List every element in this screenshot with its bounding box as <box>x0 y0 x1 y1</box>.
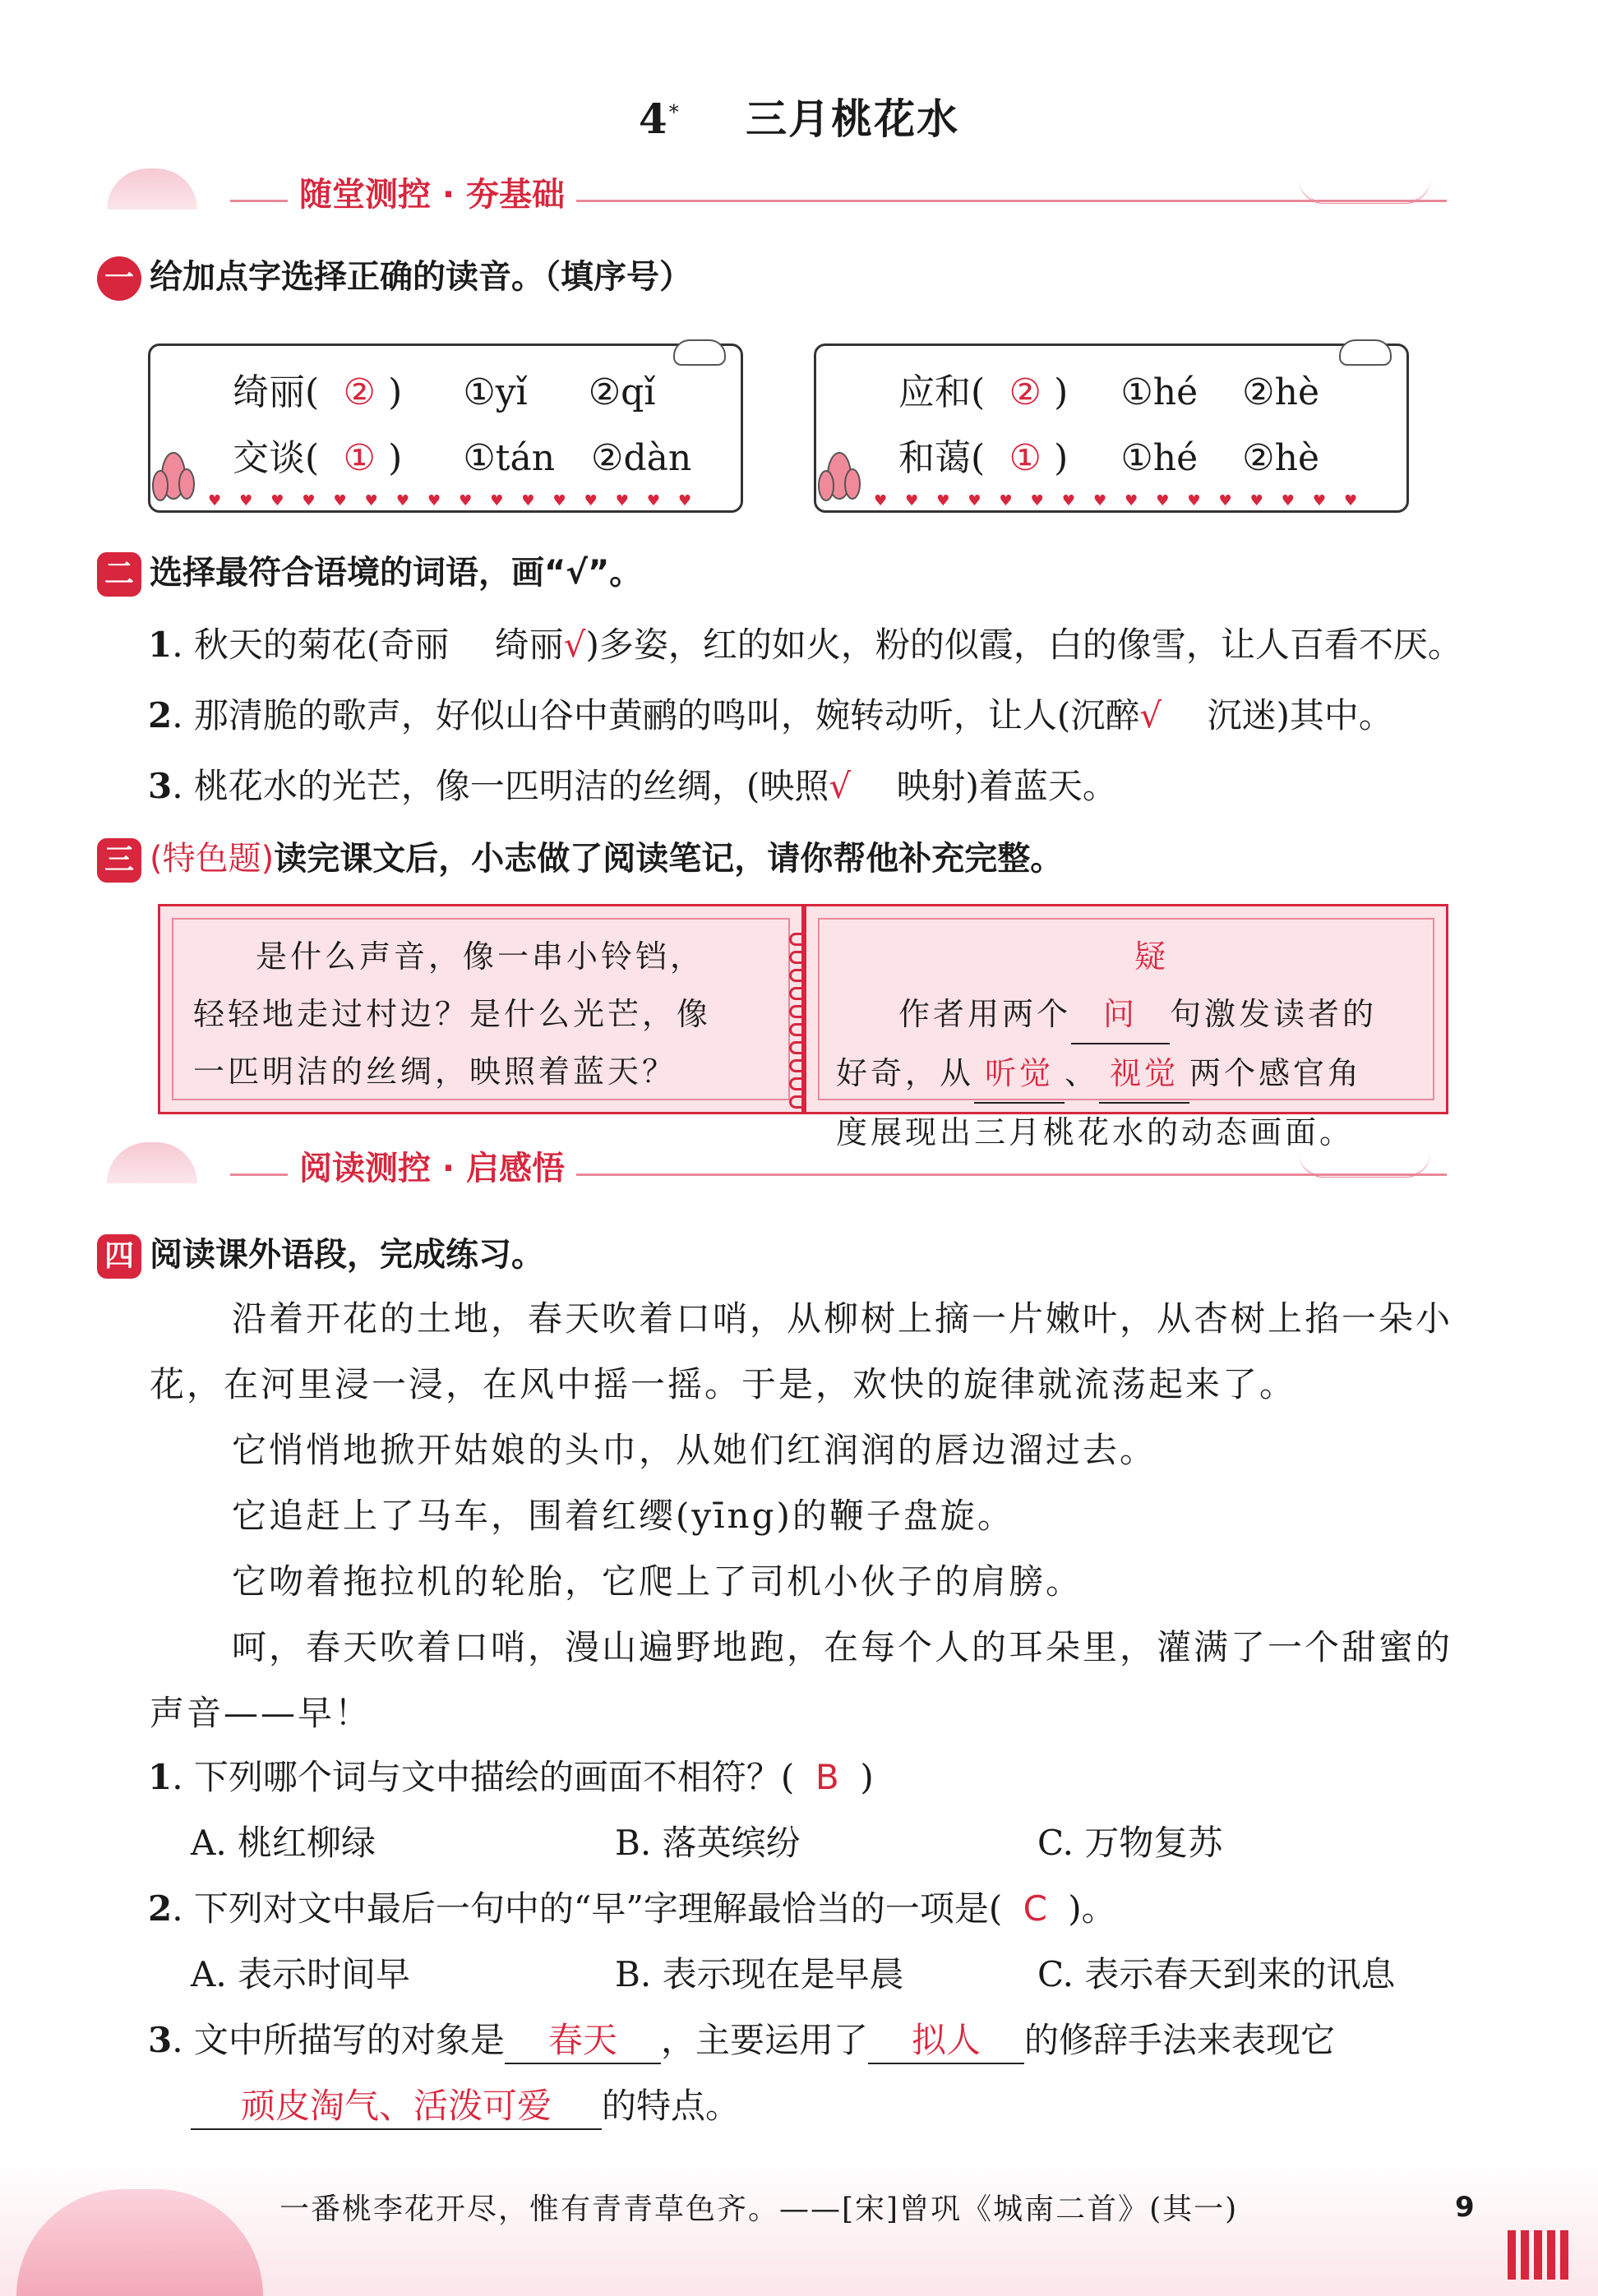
q4-sub-3 <box>148 2013 1335 2064</box>
question-badge: 三 <box>97 838 141 883</box>
answer-mark: ① <box>1009 437 1041 479</box>
q4-sub-1 <box>148 1750 874 1800</box>
option-a: A. 桃红柳绿 <box>191 1823 376 1863</box>
item-text: 的特点。 <box>602 2086 741 2126</box>
note-quote <box>193 928 785 1100</box>
answer-blank: 顽皮淘气、活泼可爱 <box>191 2079 602 2130</box>
question-1-heading <box>97 251 692 301</box>
q2-item-1 <box>148 618 1462 667</box>
cloud-decoration <box>1299 177 1430 204</box>
cactus-icon <box>149 443 198 509</box>
question-text: 给加点字选择正确的读音。（填序号） <box>150 258 692 296</box>
option-a: A. 表示时间早 <box>191 1954 411 1994</box>
note-line: 度展现出三月桃花水的动态画面。 <box>836 1114 1355 1150</box>
page-title <box>0 86 1598 145</box>
item-text: ，主要运用了 <box>660 2020 868 2060</box>
passage-paragraph: 沿着开花的土地，春天吹着口哨，从柳树上摘一片嫩叶，从杏树上掐一朵小花，在河里浸一浸，在风中摇一摇。于是，欢快的旋律就流荡起来了。 <box>150 1298 1453 1404</box>
item-text: . 秋天的菊花(奇丽 绮丽 <box>172 625 564 665</box>
cactus-icon <box>815 443 864 509</box>
note-text: 两个感官角 <box>1189 1055 1363 1091</box>
item-number: 3 <box>148 766 173 806</box>
reading-note-right <box>804 904 1448 1150</box>
word-text: 丽( <box>269 371 320 413</box>
note-answer <box>836 928 1428 1161</box>
dotted-char: 应 <box>898 371 935 413</box>
reading-note-left <box>158 904 804 1114</box>
answer-mark: C <box>1023 1888 1047 1929</box>
pinyin-item <box>898 428 1319 481</box>
note-line: 一匹明洁的丝绸，映照着蓝天？ <box>193 1053 677 1090</box>
note-line <box>836 1044 1428 1104</box>
note-line <box>836 928 1428 1044</box>
item-text: . 文中所描写的对象是 <box>172 2020 505 2060</box>
answer-blank: 拟人 <box>868 2013 1024 2064</box>
option-c: C. 表示春天到来的讯息 <box>1037 1954 1396 1994</box>
cloud-icon <box>1339 339 1392 366</box>
paren-close: )。 <box>1068 1888 1116 1929</box>
item-number: 1 <box>148 1757 173 1797</box>
item-number: 2 <box>148 695 173 735</box>
hill-decoration <box>107 1142 197 1183</box>
option-2: ②hè <box>1242 437 1319 479</box>
mountain-decoration <box>16 2189 263 2296</box>
item-number: 3 <box>148 2020 173 2060</box>
footer-decoration <box>0 2161 1598 2296</box>
hearts-border: ♥♥♥♥♥♥♥♥♥♥♥♥♥♥♥♥ <box>208 492 710 507</box>
paren-close: ) <box>388 437 403 479</box>
passage-paragraph: 呵，春天吹着口哨，漫山遍野地跑，在每个人的耳朵里，灌满了一个甜蜜的声音——早！ <box>150 1627 1453 1733</box>
word-text: 蔼( <box>935 437 986 479</box>
question-2-heading <box>97 546 642 597</box>
pinyin-item <box>233 428 691 481</box>
pinyin-item <box>233 362 655 415</box>
item-text: . 下列对文中最后一句中的“早”字理解最恰当的一项是( <box>172 1888 1003 1929</box>
note-line: 轻轻地走过村边？是什么光芒，像 <box>193 996 712 1032</box>
dotted-char: 和 <box>898 437 935 479</box>
answer-blank: 春天 <box>505 2013 661 2064</box>
item-text: . 那清脆的歌声，好似山谷中黄鹂的鸣叫，婉转动听，让人(沉醉 <box>172 695 1140 735</box>
pinyin-box-right <box>814 343 1409 513</box>
pinyin-item <box>898 362 1319 415</box>
question-badge: 一 <box>97 256 141 301</box>
check-mark: √ <box>563 625 586 665</box>
option-1: ①hé <box>1120 437 1198 479</box>
paren-close: ) <box>860 1757 874 1797</box>
paren-close: ) <box>1054 437 1069 479</box>
paren-close: ) <box>388 371 403 413</box>
page-number: 9 <box>1455 2191 1475 2224</box>
question-3-heading <box>97 832 1063 883</box>
q2-item-2 <box>148 689 1393 738</box>
option-b: B. 表示现在是早晨 <box>615 1954 904 1994</box>
check-mark: √ <box>1139 695 1162 735</box>
trees-decoration <box>1508 2230 1573 2280</box>
item-text: )多姿，红的如火，粉的似霞，白的像雪，让人百看不厌。 <box>585 625 1462 665</box>
option-2: ②hè <box>1242 371 1319 413</box>
footer-quote: 一番桃李花开尽，惟有青青草色齐。——[宋]曾巩《城南二首》(其一) <box>279 2192 1239 2226</box>
q2-item-3 <box>148 759 1117 809</box>
option-1: ①hé <box>1120 371 1198 413</box>
answer-mark: ② <box>1009 371 1041 413</box>
word-text: 谈( <box>269 437 320 479</box>
item-text: 映射)着蓝天。 <box>851 766 1117 806</box>
item-text: . 桃花水的光芒，像一匹明洁的丝绸，(映照 <box>172 766 829 806</box>
section-banner-1 <box>99 168 1447 218</box>
answer-mark: ① <box>343 437 376 479</box>
option-1: ①yǐ <box>463 371 528 413</box>
note-text: 句激发读者的 <box>1170 996 1378 1032</box>
q4-sub-2 <box>148 1882 1116 1931</box>
item-text: 的修辞手法来表现它 <box>1023 2020 1335 2060</box>
option-1: ①tán <box>463 437 556 479</box>
item-text: . 下列哪个词与文中描绘的画面不相符？( <box>172 1757 795 1797</box>
check-mark: √ <box>829 766 852 806</box>
cloud-icon <box>673 339 726 366</box>
cloud-decoration <box>1299 1150 1430 1178</box>
question-badge: 四 <box>97 1234 141 1279</box>
dotted-char: 绮 <box>233 371 269 413</box>
pinyin-box-left <box>148 343 743 513</box>
option-b: B. 落英缤纷 <box>615 1823 801 1863</box>
paren-close: ) <box>1054 371 1069 413</box>
option-2: ②qǐ <box>588 371 656 413</box>
item-text: 沉迷)其中。 <box>1162 695 1393 735</box>
question-badge: 二 <box>97 552 141 597</box>
option-2: ②dàn <box>591 437 692 479</box>
hearts-border: ♥♥♥♥♥♥♥♥♥♥♥♥♥♥♥♥ <box>874 492 1376 507</box>
question-text: 选择最符合语境的词语，画“√”。 <box>150 554 643 592</box>
section-banner-2 <box>99 1142 1447 1192</box>
answer-mark: B <box>815 1757 839 1797</box>
hill-decoration <box>107 168 197 210</box>
option-c: C. 万物复苏 <box>1037 1823 1223 1863</box>
q4-sub-3-cont <box>191 2079 740 2130</box>
answer-blank: 视觉 <box>1099 1044 1189 1104</box>
passage-paragraph: 它吻着拖拉机的轮胎，它爬上了司机小伙子的肩膀。 <box>232 1561 1083 1602</box>
question-text: 读完课文后，小志做了阅读笔记，请你帮他补充完整。 <box>274 840 1064 878</box>
question-text: 阅读课外语段，完成练习。 <box>150 1236 544 1274</box>
section-label: 随堂测控 · 夯基础 <box>288 168 576 215</box>
feature-tag: (特色题) <box>150 840 275 878</box>
answer-blank: 疑问 <box>1071 928 1170 1044</box>
answer-mark: ② <box>343 371 376 413</box>
note-text: 、 <box>1065 1055 1100 1091</box>
answer-blank: 听觉 <box>974 1044 1065 1104</box>
passage-paragraph: 它追赶上了马车，围着红缨(yīng)的鞭子盘旋。 <box>232 1496 1014 1536</box>
item-number: 1 <box>148 625 173 665</box>
lesson-title: 三月桃花水 <box>746 95 960 143</box>
note-text: 好奇，从 <box>836 1055 975 1091</box>
section-label: 阅读测控 · 启感悟 <box>288 1142 576 1189</box>
note-text: 作者用两个 <box>898 996 1072 1032</box>
lesson-number: 4 <box>638 95 669 143</box>
word-text: 和( <box>935 371 986 413</box>
item-number: 2 <box>148 1888 173 1929</box>
question-4-heading <box>97 1229 544 1279</box>
passage-paragraph: 它悄悄地掀开姑娘的头巾，从她们红润润的唇边溜过去。 <box>232 1430 1157 1470</box>
dotted-char: 交 <box>233 437 269 479</box>
note-line: 是什么声音，像一串小铃铛， <box>256 938 705 975</box>
lesson-mark: * <box>668 100 681 124</box>
